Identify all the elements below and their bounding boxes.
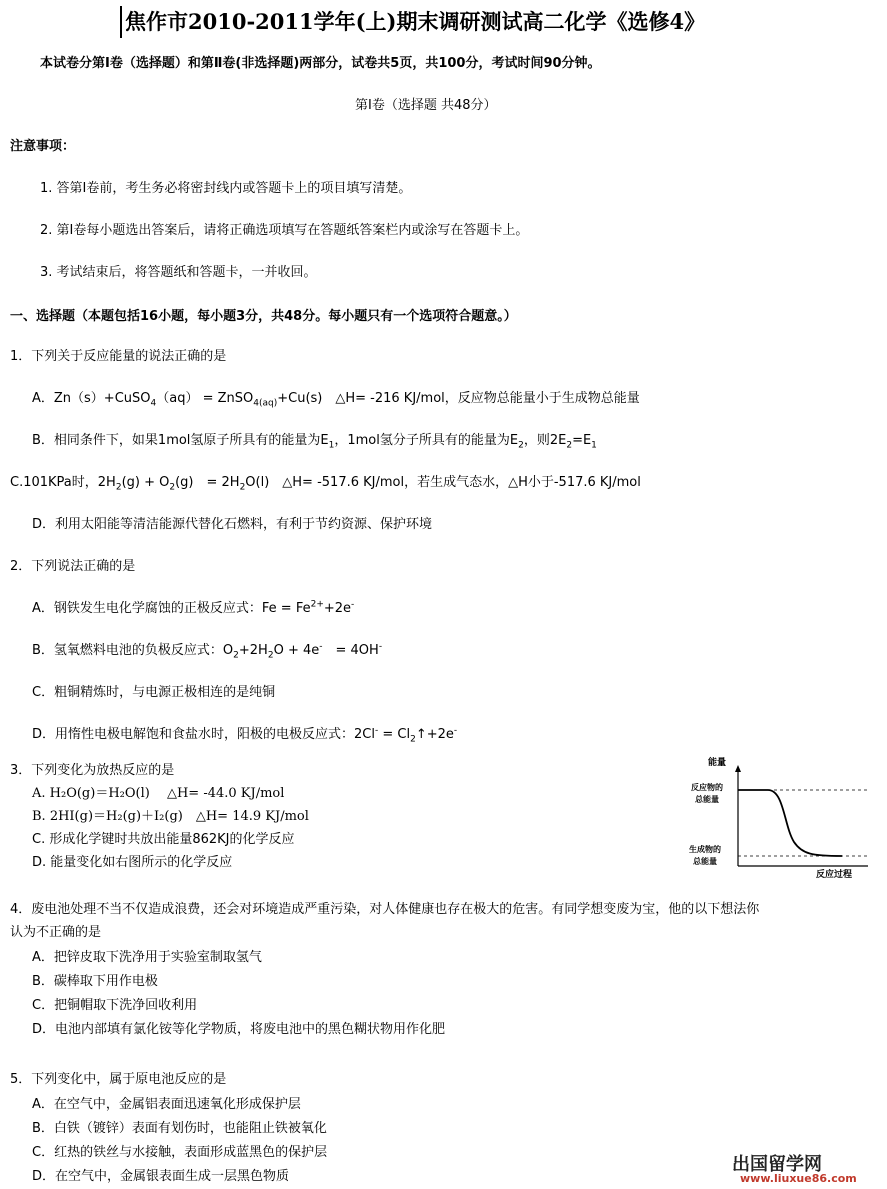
notice-item: 2. 第Ⅰ卷每小题选出答案后，请将正确选项填写在答题纸答案栏内或涂写在答题卡上。 xyxy=(40,223,529,238)
y-axis-arrow xyxy=(735,765,741,772)
q5-option-a: A．在空气中，金属铝表面迅速氧化形成保护层 xyxy=(32,1097,301,1112)
q4-option-c: C．把铜帽取下洗净回收利用 xyxy=(32,998,198,1013)
notice-item: 1. 答第Ⅰ卷前，考生务必将密封线内或答题卡上的项目填写清楚。 xyxy=(40,181,412,196)
q4-stem-line1: 4．废电池处理不当不仅造成浪费，还会对环境造成严重污染，对人体健康也存在极大的危害。有同学想变废为宝，他的以下想法你 xyxy=(10,902,760,917)
q4-option-d: D．电池内部填有氯化铵等化学物质，将废电池中的黑色糊状物用作化肥 xyxy=(32,1022,446,1037)
process-axis-label: 反应过程 xyxy=(816,870,853,880)
q1-option-c: C.101KPa时，$2H_2(g) + O_2(g)$ = $2H_2O(l)$ △H= -517.6 KJ/mol，若生成气态水，△H小于-517.6 KJ/mol xyxy=(10,475,641,493)
watermark-logo: 出国留学网 xyxy=(732,1154,822,1175)
q1-option-b: B．相同条件下，如果1mol氢原子所具有的能量为$E_1$，1mol氢分子所具有的能量为$E_2$，则$2E_2=E_1$ xyxy=(32,433,597,451)
notice-item: 3. 考试结束后，将答题纸和答题卡，一并收回。 xyxy=(40,265,317,280)
q2-option-b: B．氢氧燃料电池的负极反应式：$O_2+2H_2O + 4e^-$ = 4OH- xyxy=(32,641,383,661)
q5-stem: 5．下列变化中，属于原电池反应的是 xyxy=(10,1072,227,1087)
product-label-line1: 生成物的 xyxy=(689,845,721,854)
q4-stem-line2: 认为不正确的是 xyxy=(10,925,102,940)
q3-option-d: D. 能量变化如右图所示的化学反应 xyxy=(32,855,233,870)
q5-option-d: D．在空气中，金属银表面生成一层黑色物质 xyxy=(32,1169,290,1184)
exam-info: 本试卷分第Ⅰ卷（选择题）和第Ⅱ卷(非选择题)两部分，试卷共5页，共100分，考试时间90分钟。 xyxy=(40,56,601,71)
q3-option-a: A. H₂O(g)＝H₂O(l) △H= -44.0 KJ/mol xyxy=(32,786,285,801)
q1-stem: 1．下列关于反应能量的说法正确的是 xyxy=(10,349,227,364)
q3-option-c: C. 形成化学键时共放出能量862KJ的化学反应 xyxy=(32,832,295,847)
notice-heading: 注意事项： xyxy=(10,139,76,154)
energy-curve xyxy=(738,790,842,856)
part-heading: 一、选择题（本题包括16小题，每小题3分，共48分。每小题只有一个选项符合题意。） xyxy=(10,309,517,324)
q3-option-b: B. 2HI(g)＝H₂(g)＋I₂(g) △H= 14.9 KJ/mol xyxy=(32,809,309,824)
q5-option-b: B．白铁（镀锌）表面有划伤时，也能阻止铁被氧化 xyxy=(32,1121,327,1136)
q2-option-a: A．钢铁发生电化学腐蚀的正极反应式：$Fe = Fe^{2+}+2e^-$ xyxy=(32,599,355,616)
q4-option-b: B．碳棒取下用作电极 xyxy=(32,974,158,989)
section-1-title: 第Ⅰ卷（选择题 共48分） xyxy=(355,98,497,113)
exam-title: 焦作市2010-2011学年(上)期末调研测试高二化学《选修4》 xyxy=(120,6,705,38)
q3-stem: 3．下列变化为放热反应的是 xyxy=(10,763,175,778)
reactant-label-line1: 反应物的 xyxy=(691,783,723,792)
energy-axis-label: 能量 xyxy=(708,758,727,768)
q2-option-d: D．用惰性电极电解饱和食盐水时，阳极的电极反应式：$2Cl^- = Cl_2↑+2e^-$ xyxy=(32,725,458,745)
watermark-url: www.liuxue86.com xyxy=(740,1172,857,1185)
q2-option-c: C．粗铜精炼时，与电源正极相连的是纯铜 xyxy=(32,685,276,700)
energy-diagram xyxy=(672,756,887,884)
product-label-line2: 总能量 xyxy=(693,857,717,866)
q5-option-c: C．红热的铁丝与水接触，表面形成蓝黑色的保护层 xyxy=(32,1145,328,1160)
reactant-label-line2: 总能量 xyxy=(695,795,719,804)
q1-option-a: A．Zn（s）+CuSO$_4$（aq） = ZnSO$_{4(aq)}$+Cu(s) △H= -216 KJ/mol，反应物总能量小于生成物总能量 xyxy=(32,391,640,409)
q2-stem: 2．下列说法正确的是 xyxy=(10,559,136,574)
q1-option-d: D．利用太阳能等清洁能源代替化石燃料，有利于节约资源、保护环境 xyxy=(32,517,433,532)
q4-option-a: A．把锌皮取下洗净用于实验室制取氢气 xyxy=(32,950,262,965)
